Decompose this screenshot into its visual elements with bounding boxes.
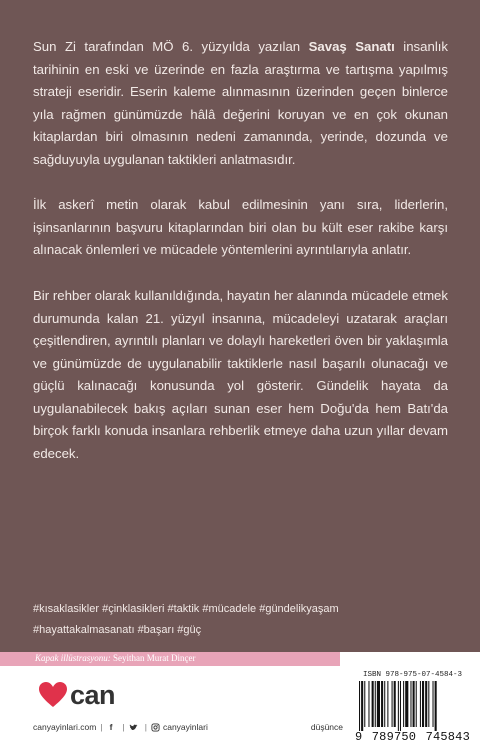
barcode-bar — [372, 681, 374, 727]
blurb-text: Bir rehber olarak kullanıldığında, hayatın her alanında mücadele etmek durumunda kalan 21. yüzyıl insanına, mücadeleyi uzatarak araçları çeşitlendiren, ayrıntılı planları ve dolaylı hareketleri öven bir yaklaşımla ve günümüzde de uygulanabilir taktiklerle nasıl başarılı olunacağı ve güçlü kalınacağı konusunda yol gösterir. Gündelik hayata da uygulanabilecek bakış açıları sunan eser hem Doğu'da hem Batı'da birçok farklı konuda insanlara rehberlik etmeye daha uzun yıllar devam edecek. — [33, 288, 448, 461]
barcode-digit-group: 789750 — [371, 730, 417, 744]
website-link[interactable]: canyayinlari.com — [33, 722, 97, 732]
blurb-paragraph-1 — [33, 36, 448, 171]
barcode-digit-group: 9 — [355, 730, 363, 744]
barcode-digits — [355, 730, 470, 744]
barcode-bar — [403, 681, 404, 727]
book-title-bold: Savaş Sanatı — [308, 39, 395, 54]
publisher-logo — [38, 680, 115, 710]
separator: | — [100, 722, 103, 732]
twitter-icon[interactable] — [129, 723, 138, 732]
barcode-bar — [392, 681, 393, 727]
imprint-label: düşünce — [310, 722, 343, 732]
barcode-bar — [377, 681, 380, 727]
barcode-bar — [394, 681, 396, 727]
instagram-icon[interactable] — [151, 723, 160, 732]
barcode-bar — [384, 681, 385, 727]
barcode-digit-group: 745843 — [425, 730, 470, 744]
barcode-bar — [422, 681, 424, 727]
credit-name: Seyithan Murat Dinçer — [110, 653, 196, 663]
barcode-bar — [387, 681, 388, 727]
credit-label: Kapak illüstrasyonu: — [35, 653, 111, 663]
barcode-bar — [361, 681, 363, 731]
isbn-label: ISBN 978-975-07-4584-3 — [363, 671, 463, 679]
separator: | — [144, 722, 147, 732]
social-handle[interactable]: canyayinlari — [162, 722, 208, 732]
barcode-bar — [368, 681, 369, 727]
blurb-text: Sun Zi tarafından MÖ 6. yüzyılda yazılan — [33, 39, 309, 54]
barcode-bar — [413, 681, 415, 727]
barcode-bar — [410, 681, 411, 727]
blurb-paragraph-2 — [33, 194, 448, 262]
barcode — [355, 681, 470, 731]
barcode-bar — [398, 681, 399, 731]
barcode-bar — [375, 681, 376, 727]
barcode-bar — [420, 681, 421, 727]
hashtags-line-1: #kısaklasikler #çinklasikleri #taktik #mücadele #gündelikyaşam — [33, 603, 339, 615]
barcode-bar — [416, 681, 417, 727]
barcode-bar — [364, 681, 365, 727]
barcode-bar — [400, 681, 401, 731]
publisher-name: can — [70, 679, 116, 710]
barcode-bar — [428, 681, 429, 727]
facebook-icon[interactable]: f — [109, 721, 113, 732]
barcode-bar — [435, 681, 437, 731]
blurb-text: İlk askerî metin olarak kabul edilmesinin yanı sıra, liderlerin, işinsanlarının başvuru kitaplarından biri olan bu kült eser rakibe karşı alınacak önlemleri ve mücadele yöntemlerini ayrıntılarıyla anlatır. — [33, 197, 448, 257]
hashtags-line-2: #hayattakalmasanatı #başarı #güç — [33, 624, 202, 636]
illustration-credit — [35, 653, 195, 663]
blurb-paragraph-3 — [33, 285, 448, 465]
barcode-bar — [381, 681, 383, 727]
publisher-footer — [33, 722, 343, 732]
barcode-bar — [359, 681, 360, 731]
separator: | — [122, 722, 125, 732]
blurb-text: insanlık tarihinin en eski ve üzerinde en fazla araştırma ve tartışma yapılmış strateji eseridir. Eserin kaleme alınmasının üzerinden geçen binlerce yıla rağmen günümüzde hâlâ değerini koruyan ve en çok okunan kitaplardan biri olmasının nedeni zamanında, yerinde, dozunda ve sağduyuyla uygulanan taktikleri anlatmasıdır. — [33, 39, 449, 167]
barcode-bar — [425, 681, 427, 727]
heart-icon — [38, 681, 68, 709]
barcode-bar — [405, 681, 408, 727]
barcode-bar — [433, 681, 434, 727]
